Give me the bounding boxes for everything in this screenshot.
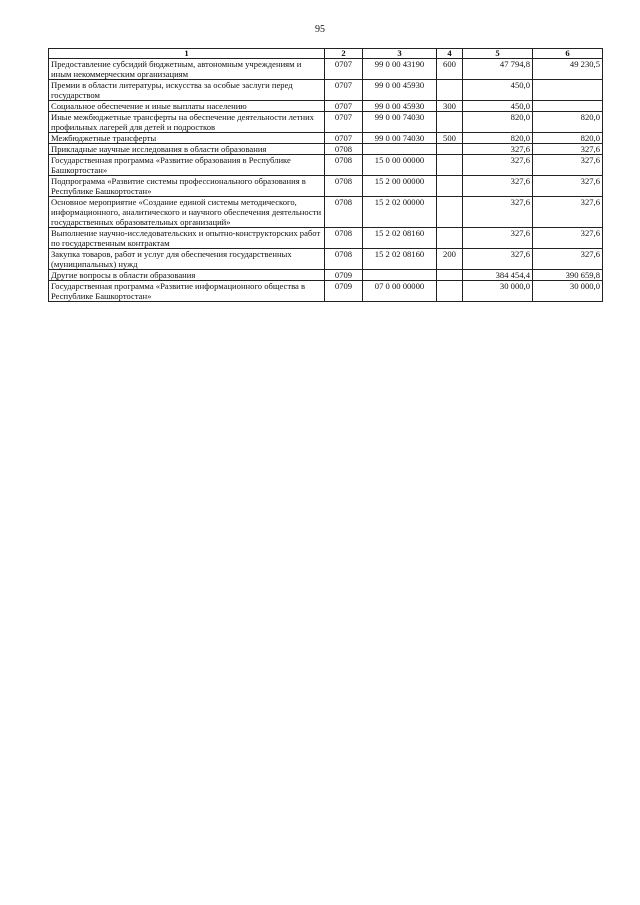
- table-row: [49, 144, 603, 155]
- row-name-cell: Другие вопросы в области образования: [49, 270, 325, 281]
- row-code-cell: 15 2 02 08160: [363, 249, 437, 270]
- header-col-5: 5: [463, 49, 533, 59]
- row-name-cell: Межбюджетные трансферты: [49, 133, 325, 144]
- table-row: [49, 112, 603, 133]
- row-value-2-cell: [533, 80, 603, 101]
- row-code-cell: 15 2 02 08160: [363, 228, 437, 249]
- row-type-cell: [437, 176, 463, 197]
- row-section-cell: 0708: [325, 197, 363, 228]
- row-name-cell: Предоставление субсидий бюджетным, автономным учреждениям и иным некоммерческим организациям: [49, 59, 325, 80]
- row-value-2-cell: 327,6: [533, 249, 603, 270]
- row-value-1-cell: 327,6: [463, 197, 533, 228]
- row-value-2-cell: 327,6: [533, 144, 603, 155]
- row-value-2-cell: [533, 101, 603, 112]
- row-value-2-cell: 820,0: [533, 133, 603, 144]
- row-value-2-cell: 327,6: [533, 228, 603, 249]
- row-value-2-cell: 30 000,0: [533, 281, 603, 302]
- row-value-2-cell: 820,0: [533, 112, 603, 133]
- row-type-cell: [437, 228, 463, 249]
- row-name-cell: Социальное обеспечение и иные выплаты населению: [49, 101, 325, 112]
- budget-table: [48, 48, 603, 302]
- row-type-cell: 200: [437, 249, 463, 270]
- row-section-cell: 0708: [325, 249, 363, 270]
- header-col-4: 4: [437, 49, 463, 59]
- row-value-2-cell: 390 659,8: [533, 270, 603, 281]
- table-body: [49, 59, 603, 302]
- row-value-1-cell: 327,6: [463, 176, 533, 197]
- row-code-cell: 15 2 00 00000: [363, 176, 437, 197]
- row-value-2-cell: 327,6: [533, 197, 603, 228]
- table-row: [49, 197, 603, 228]
- row-value-1-cell: 47 794,8: [463, 59, 533, 80]
- table-row: [49, 249, 603, 270]
- row-type-cell: [437, 155, 463, 176]
- row-code-cell: [363, 270, 437, 281]
- row-code-cell: 07 0 00 00000: [363, 281, 437, 302]
- row-section-cell: 0709: [325, 270, 363, 281]
- row-code-cell: 15 2 02 00000: [363, 197, 437, 228]
- row-value-2-cell: 49 230,5: [533, 59, 603, 80]
- row-section-cell: 0708: [325, 228, 363, 249]
- row-value-1-cell: 327,6: [463, 249, 533, 270]
- row-code-cell: [363, 144, 437, 155]
- row-code-cell: 99 0 00 45930: [363, 80, 437, 101]
- header-col-2: 2: [325, 49, 363, 59]
- row-name-cell: Иные межбюджетные трансферты на обеспечение деятельности летних профильных лагерей для детей и подростков: [49, 112, 325, 133]
- table-row: [49, 176, 603, 197]
- row-name-cell: Премии в области литературы, искусства за особые заслуги перед государством: [49, 80, 325, 101]
- row-type-cell: [437, 144, 463, 155]
- row-code-cell: 15 0 00 00000: [363, 155, 437, 176]
- row-value-1-cell: 384 454,4: [463, 270, 533, 281]
- row-code-cell: 99 0 00 74030: [363, 133, 437, 144]
- header-col-6: 6: [533, 49, 603, 59]
- row-section-cell: 0707: [325, 112, 363, 133]
- row-value-1-cell: 820,0: [463, 133, 533, 144]
- table-row: [49, 270, 603, 281]
- row-code-cell: 99 0 00 45930: [363, 101, 437, 112]
- table-row: [49, 281, 603, 302]
- row-value-1-cell: 327,6: [463, 144, 533, 155]
- table-row: [49, 155, 603, 176]
- row-type-cell: [437, 197, 463, 228]
- table-row: [49, 228, 603, 249]
- row-name-cell: Подпрограмма «Развитие системы профессионального образования в Республике Башкортостан»: [49, 176, 325, 197]
- row-value-1-cell: 820,0: [463, 112, 533, 133]
- row-section-cell: 0707: [325, 101, 363, 112]
- row-name-cell: Государственная программа «Развитие информационного общества в Республике Башкортостан»: [49, 281, 325, 302]
- page-number: 95: [315, 24, 325, 35]
- row-value-1-cell: 450,0: [463, 80, 533, 101]
- row-section-cell: 0708: [325, 155, 363, 176]
- row-name-cell: Прикладные научные исследования в области образования: [49, 144, 325, 155]
- row-type-cell: 500: [437, 133, 463, 144]
- row-type-cell: [437, 112, 463, 133]
- row-type-cell: 600: [437, 59, 463, 80]
- row-name-cell: Закупка товаров, работ и услуг для обеспечения государственных (муниципальных) нужд: [49, 249, 325, 270]
- row-type-cell: [437, 270, 463, 281]
- row-section-cell: 0709: [325, 281, 363, 302]
- row-value-2-cell: 327,6: [533, 176, 603, 197]
- row-value-1-cell: 450,0: [463, 101, 533, 112]
- table-row: [49, 101, 603, 112]
- row-type-cell: 300: [437, 101, 463, 112]
- row-value-2-cell: 327,6: [533, 155, 603, 176]
- row-name-cell: Государственная программа «Развитие образования в Республике Башкортостан»: [49, 155, 325, 176]
- header-col-3: 3: [363, 49, 437, 59]
- row-type-cell: [437, 80, 463, 101]
- row-value-1-cell: 327,6: [463, 155, 533, 176]
- row-section-cell: 0708: [325, 144, 363, 155]
- row-value-1-cell: 30 000,0: [463, 281, 533, 302]
- row-section-cell: 0708: [325, 176, 363, 197]
- row-code-cell: 99 0 00 43190: [363, 59, 437, 80]
- row-type-cell: [437, 281, 463, 302]
- row-section-cell: 0707: [325, 59, 363, 80]
- row-name-cell: Выполнение научно-исследовательских и опытно-конструкторских работ по государственным контрактам: [49, 228, 325, 249]
- row-name-cell: Основное мероприятие «Создание единой системы методического, информационного, аналитического и научного обеспечения деятельности государственных образовательных организаций»: [49, 197, 325, 228]
- table-header-row: [49, 49, 603, 59]
- header-col-1: 1: [49, 49, 325, 59]
- table-row: [49, 80, 603, 101]
- table-row: [49, 59, 603, 80]
- table-row: [49, 133, 603, 144]
- row-section-cell: 0707: [325, 80, 363, 101]
- row-value-1-cell: 327,6: [463, 228, 533, 249]
- row-section-cell: 0707: [325, 133, 363, 144]
- row-code-cell: 99 0 00 74030: [363, 112, 437, 133]
